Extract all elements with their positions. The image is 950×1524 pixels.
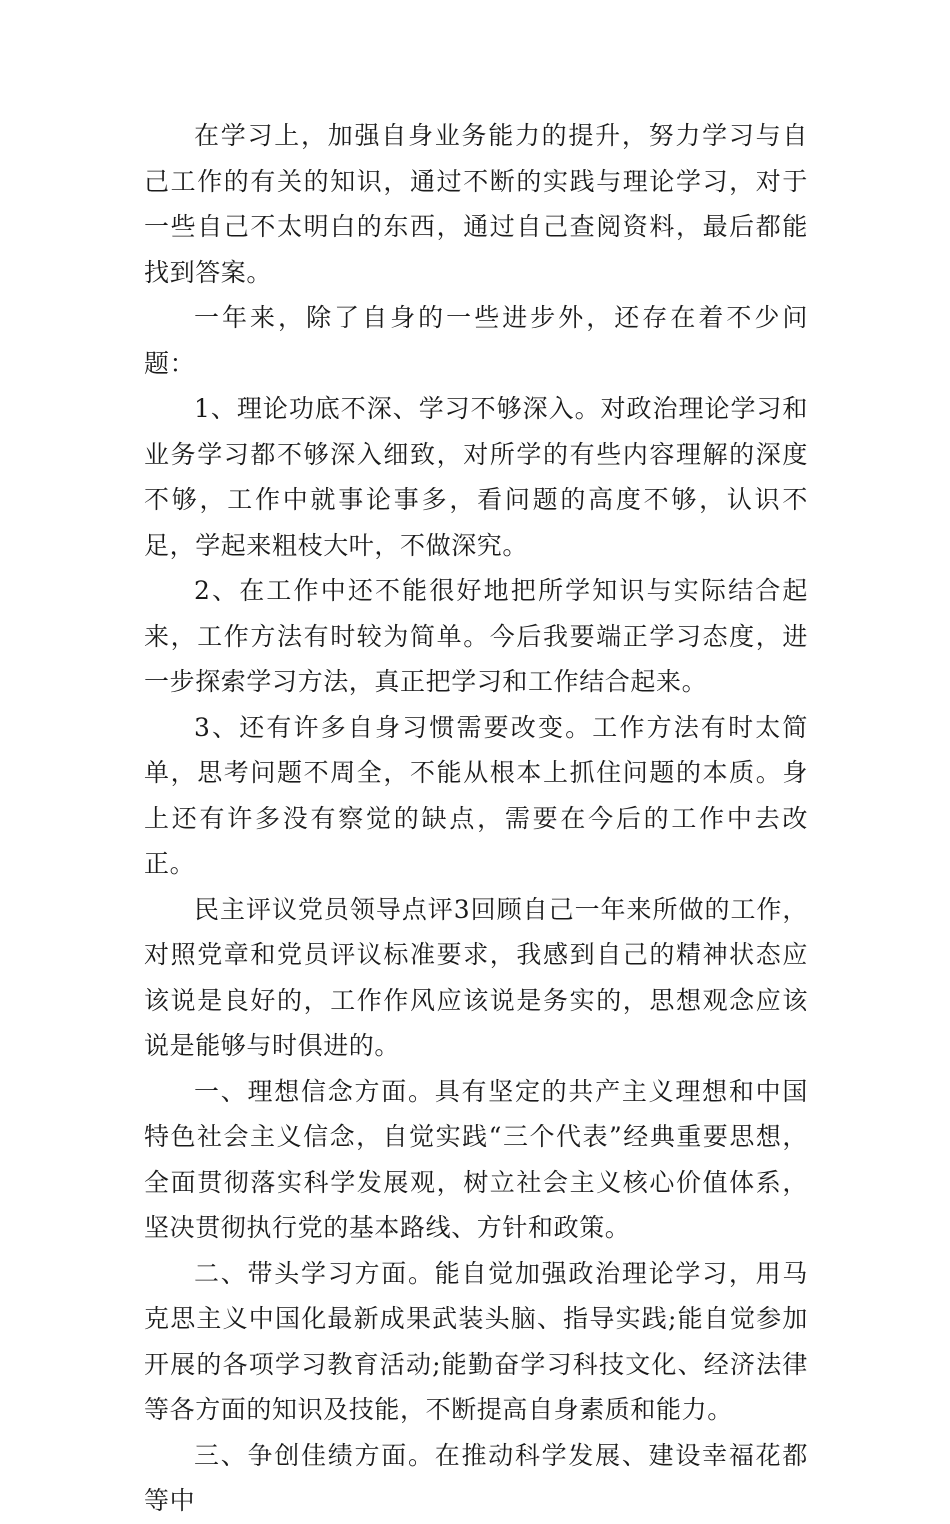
paragraph-problems-intro: 一年来，除了自身的一些进步外，还存在着不少问题： bbox=[144, 303, 808, 378]
paragraph-ideals-beliefs: 一、理想信念方面。具有坚定的共产主义理想和中国特色社会主义信念，自觉实践“三个代表”经典重要思想，全面贯彻落实科学发展观，树立社会主义核心价值体系，坚决贯彻执行党的基本路线、方针和政策。 bbox=[144, 1076, 808, 1242]
paragraph-problem-2: 2、在工作中还不能很好地把所学知识与实际结合起来，工作方法有时较为简单。今后我要端正学习态度，进一步探索学习方法，真正把学习和工作结合起来。 bbox=[144, 576, 808, 696]
paragraph-leading-study: 二、带头学习方面。能自觉加强政治理论学习，用马克思主义中国化最新成果武装头脑、指导实践;能自觉参加开展的各项学习教育活动;能勤奋学习科技文化、经济法律等各方面的知识及技能，不断提高自身素质和能力。 bbox=[144, 1258, 808, 1424]
paragraph-review-3: 民主评议党员领导点评3回顾自己一年来所做的工作，对照党章和党员评议标准要求，我感到自己的精神状态应该说是良好的，工作作风应该说是务实的，思想观念应该说是能够与时俱进的。 bbox=[144, 894, 808, 1060]
paragraph-problem-1: 1、理论功底不深、学习不够深入。对政治理论学习和业务学习都不够深入细致，对所学的有些内容理解的深度不够，工作中就事论事多，看问题的高度不够，认识不足，学起来粗枝大叶，不做深究。 bbox=[144, 394, 808, 560]
paragraph-problem-3: 3、还有许多自身习惯需要改变。工作方法有时太简单，思考问题不周全，不能从根本上抓住问题的本质。身上还有许多没有察觉的缺点，需要在今后的工作中去改正。 bbox=[144, 712, 808, 878]
document-body bbox=[144, 113, 808, 1524]
paragraph-study-improvement: 在学习上，加强自身业务能力的提升，努力学习与自己工作的有关的知识，通过不断的实践与理论学习，对于一些自己不太明白的东西，通过自己查阅资料，最后都能找到答案。 bbox=[144, 121, 808, 287]
paragraph-achievements: 三、争创佳绩方面。在推动科学发展、建设幸福花都等中 bbox=[144, 1440, 808, 1515]
